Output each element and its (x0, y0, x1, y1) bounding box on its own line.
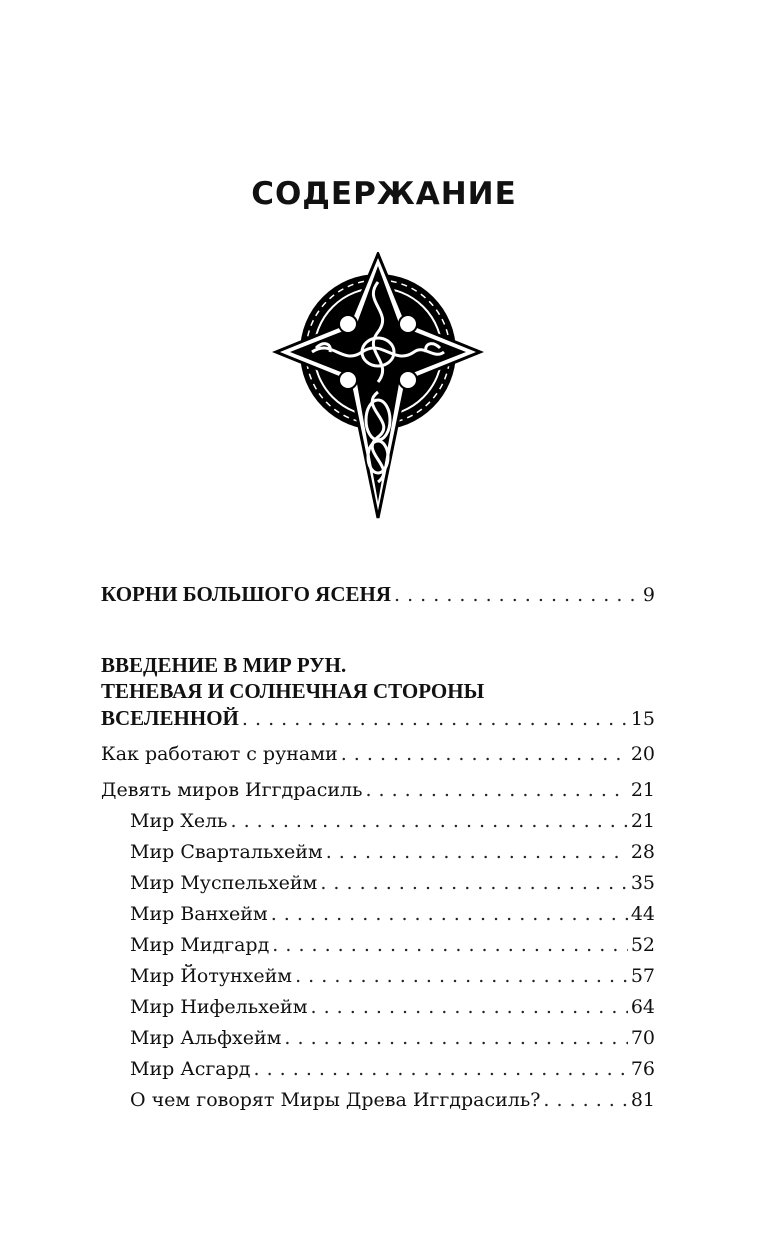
toc-sub-entry[interactable] (130, 1026, 655, 1050)
toc-entry[interactable] (101, 778, 655, 802)
toc-page-number: 28 (630, 841, 655, 863)
toc-page-number: 52 (630, 934, 655, 956)
toc-sub-entry[interactable] (130, 871, 655, 895)
dot-leader (271, 902, 628, 926)
toc-page-number: 44 (630, 903, 655, 925)
toc-part-1[interactable] (101, 582, 655, 607)
dot-leader (284, 1026, 627, 1050)
page-title: СОДЕРЖАНИЕ (251, 176, 517, 212)
toc-sub-entry[interactable] (130, 933, 655, 957)
dot-leader (295, 964, 628, 988)
toc-label: КОРНИ БОЛЬШОГО ЯСЕНЯ (101, 582, 392, 606)
dot-leader (272, 933, 628, 957)
toc-label: Как работают с рунами (101, 743, 338, 765)
toc-label: Мир Альфхейм (130, 1027, 282, 1049)
dot-leader (254, 1057, 628, 1081)
toc-page-number: 64 (630, 996, 655, 1018)
dot-leader (543, 1088, 627, 1112)
dot-leader (326, 840, 628, 864)
dot-leader (341, 742, 628, 766)
toc-sub-entry[interactable] (130, 902, 655, 926)
toc-label: Мир Мидгард (130, 934, 270, 956)
dot-leader (320, 871, 627, 895)
toc-part-2[interactable] (101, 706, 655, 731)
toc-label: Мир Нифельхейм (130, 996, 308, 1018)
toc-page-number: 9 (642, 584, 655, 606)
toc-page-number: 15 (630, 708, 655, 730)
toc-part-2-line-2: ТЕНЕВАЯ И СОЛНЕЧНАЯ СТОРОНЫ (101, 679, 485, 703)
toc-page-number: 21 (630, 810, 655, 832)
toc-page-number: 70 (630, 1027, 655, 1049)
dot-leader (365, 778, 627, 802)
toc-label: ВСЕЛЕННОЙ (101, 706, 239, 730)
toc-label: Мир Йотунхейм (130, 965, 293, 987)
toc-sub-entry[interactable] (130, 995, 655, 1019)
toc-label: Мир Муспельхейм (130, 872, 318, 894)
toc-label: Мир Свартальхейм (130, 841, 323, 863)
toc-sub-entry[interactable] (130, 840, 655, 864)
toc-label: Мир Асгард (130, 1058, 251, 1080)
toc-label: Девять миров Иггдрасиль (101, 779, 363, 801)
toc-sub-entry[interactable] (130, 964, 655, 988)
dot-leader (242, 707, 628, 731)
dot-leader (311, 995, 628, 1019)
toc-page-number: 21 (630, 779, 655, 801)
toc-label: Мир Ванхейм (130, 903, 268, 925)
toc-label: Мир Хель (130, 810, 228, 832)
toc-page-number: 35 (630, 872, 655, 894)
toc-page-number: 76 (630, 1058, 655, 1080)
dot-leader (394, 583, 640, 607)
toc-sub-entry[interactable] (130, 1057, 655, 1081)
toc-part-2-line-1: ВВЕДЕНИЕ В МИР РУН. (101, 653, 347, 677)
celtic-cross-icon (272, 252, 484, 520)
toc-page-number: 81 (630, 1089, 655, 1111)
dot-leader (231, 809, 628, 833)
toc-sub-entry[interactable] (130, 809, 655, 833)
toc-entry[interactable] (101, 742, 655, 766)
toc-label: О чем говорят Миры Древа Иггдрасиль? (130, 1089, 541, 1111)
toc-page-number: 20 (630, 743, 655, 765)
toc-page-number: 57 (630, 965, 655, 987)
toc-sub-entry[interactable] (130, 1088, 655, 1112)
